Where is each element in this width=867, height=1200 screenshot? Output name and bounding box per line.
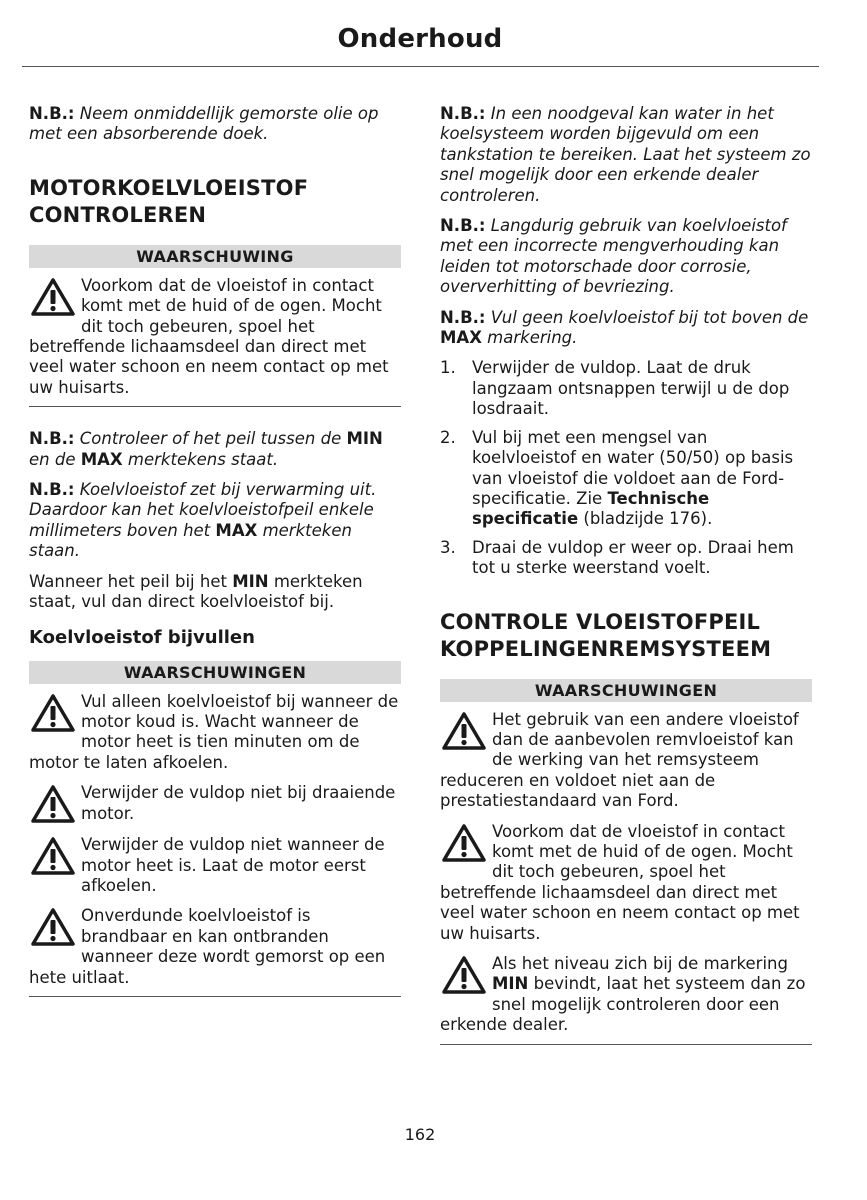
note-level-min-max: N.B.: Controleer of het peil tussen de MIN en de MAX merktekens staat.	[29, 429, 383, 469]
list-item: 1. Verwijder de vuldop. Laat de druk langzaam ontsnappen terwijl u de dop losdraait.	[440, 358, 790, 419]
warning-header: WAARSCHUWINGEN	[440, 679, 812, 702]
warning-item: Onverdunde koelvloeistof is brandbaar en kan ontbranden wanneer deze wordt gemorst op een hete uitlaat.	[29, 906, 386, 987]
procedure-steps	[440, 358, 812, 578]
warning-item: Vul alleen koelvloeistof bij wanneer de motor koud is. Wacht wanneer de motor heet is tien minuten om de motor te laten afkoelen.	[29, 691, 399, 772]
warning-triangle-icon	[29, 835, 77, 877]
warning-block-coolant	[29, 245, 401, 407]
warning-triangle-icon	[440, 954, 488, 996]
list-item: 3. Draai de vuldop er weer op. Draai hem tot u sterke weerstand voelt.	[440, 537, 794, 578]
warning-item: Het gebruik van een andere vloeistof dan de aanbevolen remvloeistof kan de werking van het remsysteem reduceren en voldoet niet aan de prestatiestandaard van Ford.	[440, 709, 799, 811]
warning-item: Als het niveau zich bij de markering MIN bevindt, laat het systeem dan zo snel mogelijk controleren door een erkende dealer.	[440, 954, 806, 1035]
page-title: Onderhoud	[337, 24, 503, 54]
subsection-title-top-up: Koelvloeistof bijvullen	[29, 626, 255, 648]
warning-item: Verwijder de vuldop niet bij draaiende motor.	[29, 783, 401, 825]
list-item: 2. Vul bij met een mengsel van koelvloeistof en water (50/50) op basis van vloeistof die voldoet aan de Ford-specificatie. Zie Technische specificatie (bladzijde 176).	[440, 427, 794, 529]
note-max-fill: N.B.: Vul geen koelvloeistof bij tot boven de MAX markering.	[440, 307, 809, 348]
section-title-coolant-check: MOTORKOELVLOEISTOF CONTROLEREN	[29, 175, 309, 227]
section-title-brake-clutch: CONTROLE VLOEISTOFPEIL KOPPELINGENREMSYSTEEM	[440, 609, 772, 661]
warning-triangle-icon	[29, 783, 77, 825]
warning-item: Voorkom dat de vloeistof in contact komt met de huid of de ogen. Mocht dit toch gebeuren, spoel het betreffende lichaamsdeel dan direct met veel water schoon en neem contact op met uw huisarts.	[440, 821, 800, 943]
note-coolant-expands: N.B.: Koelvloeistof zet bij verwarming uit. Daardoor kan het koelvloeistofpeil enkele millimeters boven het MAX merkteken staan.	[29, 480, 377, 561]
warning-triangle-icon	[29, 906, 77, 948]
warning-header: WAARSCHUWING	[29, 245, 401, 268]
paragraph-top-up: Wanneer het peil bij het MIN merkteken staat, vul dan direct koelvloeistof bij.	[29, 571, 363, 612]
page-number: 162	[404, 1125, 436, 1144]
warning-block-top-up	[29, 661, 401, 997]
left-column	[29, 104, 401, 1019]
note-emergency-water: N.B.: In een noodgeval kan water in het koelsysteem worden bijgevuld om een tankstation te bereiken. Laat het systeem zo snel mogelijk door een erkende dealer controleren.	[440, 104, 811, 205]
header-divider	[22, 66, 819, 67]
warning-block-brake	[440, 679, 812, 1045]
right-column	[440, 104, 812, 1067]
warning-triangle-icon	[29, 692, 77, 734]
warning-header: WAARSCHUWINGEN	[29, 661, 401, 684]
warning-item: Voorkom dat de vloeistof in contact komt met de huid of de ogen. Mocht dit toch gebeuren, spoel het betreffende lichaamsdeel dan direct met veel water schoon en neem contact op met uw huisarts.	[29, 275, 389, 397]
note-spilled-oil: N.B.: Neem onmiddellijk gemorste olie op met een absorberende doek.	[29, 104, 379, 144]
note-incorrect-mix: N.B.: Langdurig gebruik van koelvloeistof met een incorrecte mengverhouding kan leiden tot motorschade door corrosie, oververhitting of bevriezing.	[440, 216, 787, 297]
warning-triangle-icon	[440, 822, 488, 864]
warning-item: Verwijder de vuldop niet wanneer de motor heet is. Laat de motor eerst afkoelen.	[29, 835, 401, 896]
warning-triangle-icon	[29, 276, 77, 318]
link-technical-specification[interactable]: Technische specificatie	[472, 488, 710, 529]
warning-triangle-icon	[440, 710, 488, 752]
